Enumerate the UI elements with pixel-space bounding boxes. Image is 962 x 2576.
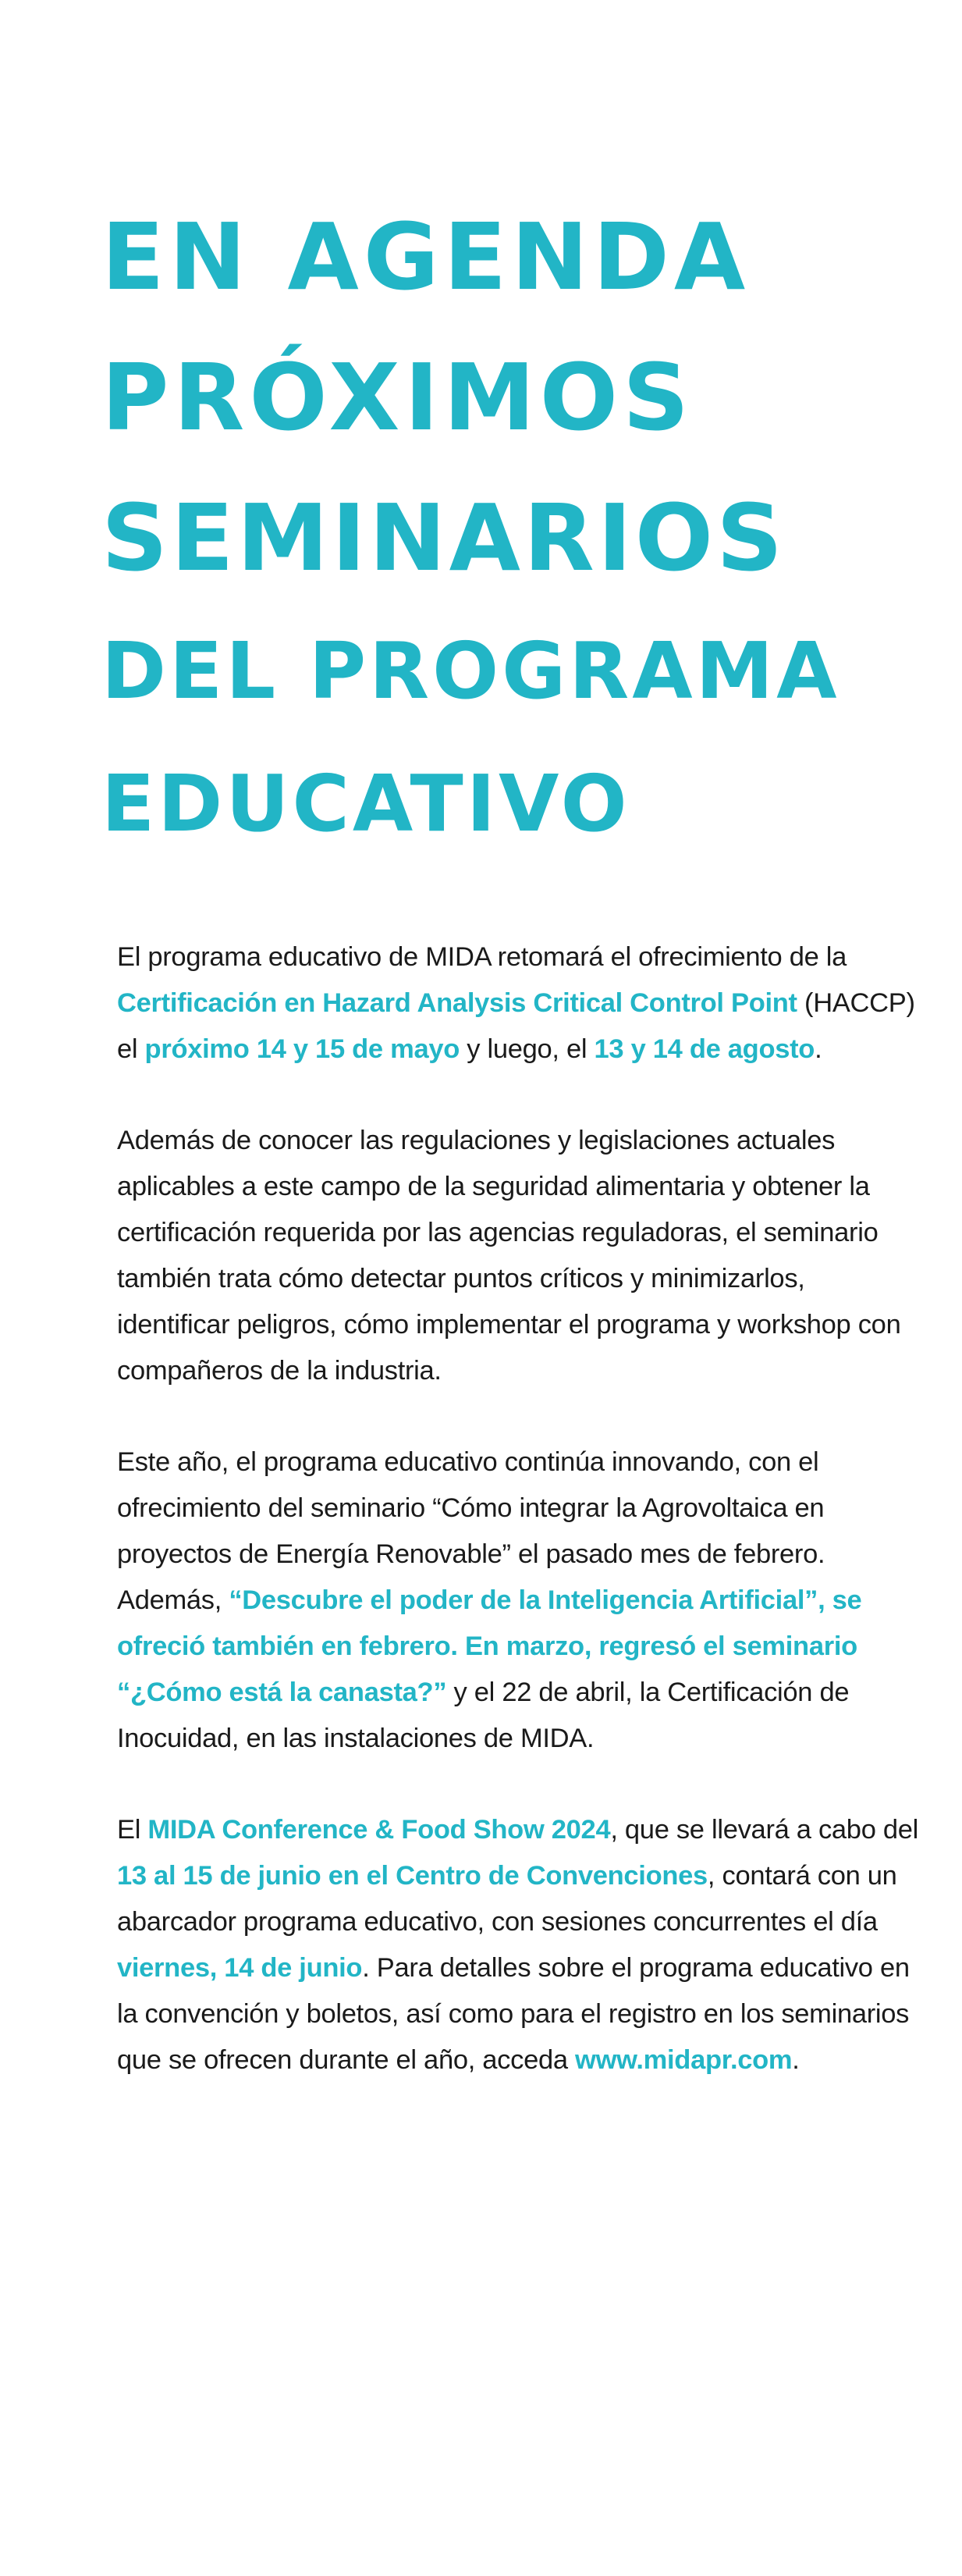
highlight-conference-dates: 13 al 15 de junio en el Centro de Convenciones (117, 1861, 708, 1891)
paragraph-seminar-description (117, 1118, 921, 1394)
paragraph-conference (117, 1807, 921, 2083)
text-run: , contará con un abarcador programa educativo, con sesiones concurrentes el día (117, 1861, 897, 1937)
text-run: . Para detalles sobre el programa educativo en la convención y boletos, así como para el registro en los seminarios que se ofrecen durante el año, acceda (117, 1953, 910, 2075)
highlight-seminars: “Descubre el poder de la Inteligencia Artificial”, se ofreció también en febrero. En marzo, regresó el seminario “¿Cómo está la canasta?” (117, 1585, 862, 1707)
text-run: . (815, 1034, 822, 1064)
highlight-certification: Certificación en Hazard Analysis Critical Control Point (117, 988, 797, 1018)
article-body (117, 934, 921, 2129)
text-run: El (117, 1815, 148, 1845)
highlight-session-date: viernes, 14 de junio (117, 1953, 363, 1983)
text-run: y luego, el (460, 1034, 595, 1064)
paragraph-innovation (117, 1439, 921, 1762)
title-line-2: PRÓXIMOS (101, 343, 694, 451)
text-run: Este año, el programa educativo continúa innovando, con el ofrecimiento del seminario “Cómo integrar la Agrovoltaica en proyectos de Energía Renovable” el pasado mes de febrero. Además, (117, 1447, 825, 1615)
website-link[interactable]: www.midapr.com (575, 2045, 793, 2075)
title-line-1: EN AGENDA (101, 203, 751, 311)
text-run: (HACCP) el (117, 988, 915, 1064)
text-run: . (792, 2045, 800, 2075)
title-line-3: SEMINARIOS (101, 484, 786, 592)
text-run: y el 22 de abril, la Certificación de Inocuidad, en las instalaciones de MIDA. (117, 1678, 850, 1753)
highlight-conference-name: MIDA Conference & Food Show 2024 (147, 1815, 611, 1845)
highlight-august-dates: 13 y 14 de agosto (594, 1034, 815, 1064)
title-line-4: DEL PROGRAMA (101, 625, 840, 717)
text-run: , que se llevará a cabo del (610, 1815, 919, 1845)
page-title (101, 203, 840, 898)
text-run: Además de conocer las regulaciones y legislaciones actuales aplicables a este campo de la seguridad alimentaria y obtener la certificación requerida por las agencias reguladoras, el seminario también trata cómo detectar puntos críticos y minimizarlos, identificar peligros, cómo implementar el programa y workshop con compañeros de la industria. (117, 1126, 901, 1386)
text-run: El programa educativo de MIDA retomará el ofrecimiento de la (117, 942, 847, 972)
title-line-5: EDUCATIVO (101, 758, 630, 849)
paragraph-haccp (117, 934, 921, 1073)
highlight-may-dates: próximo 14 y 15 de mayo (144, 1034, 460, 1064)
